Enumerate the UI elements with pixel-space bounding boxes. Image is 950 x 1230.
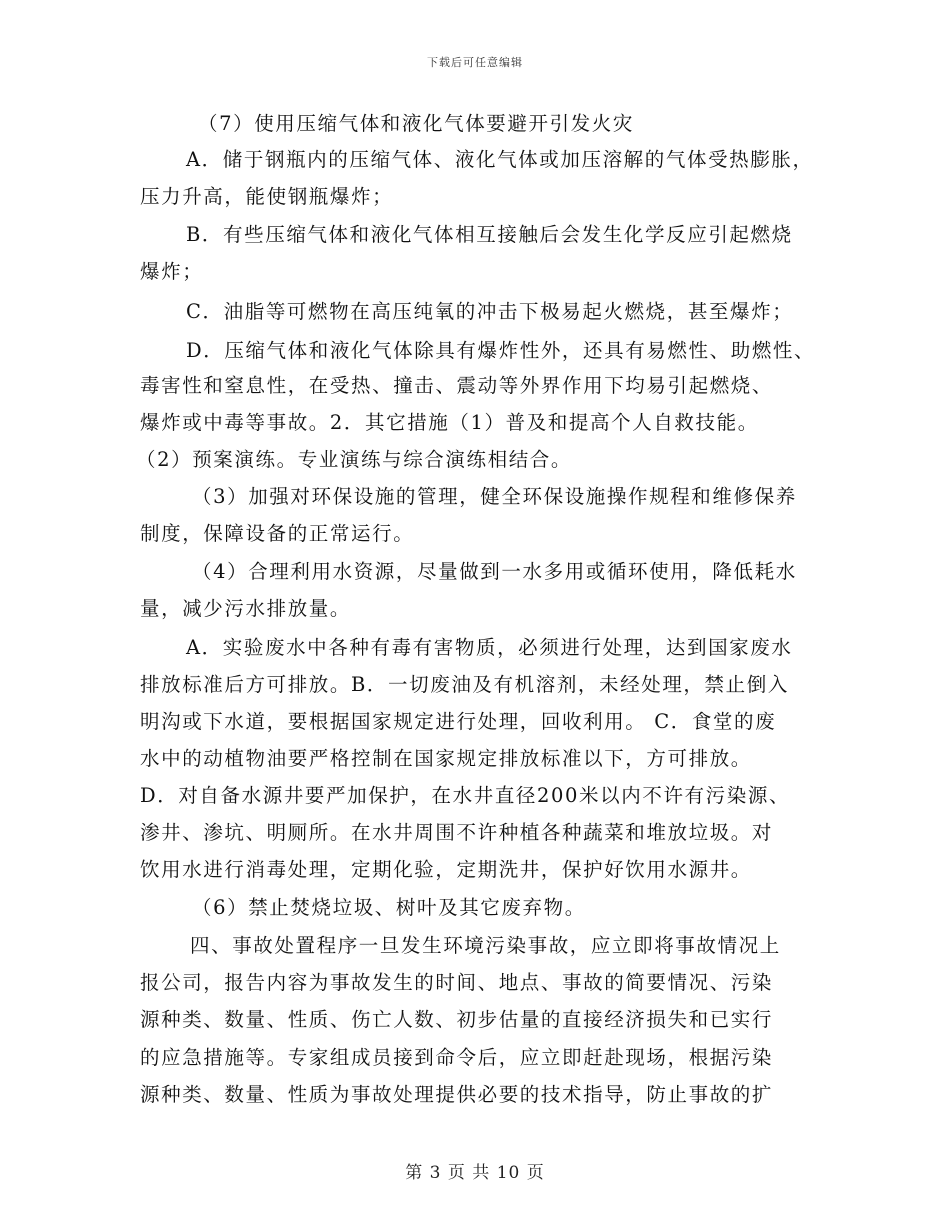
paragraph-line: 明沟或下水道，要根据国家规定进行处理，回收利用。 C．食堂的废 — [140, 710, 777, 733]
paragraph-line: （2）预案演练。专业演练与综合演练相结合。 — [136, 448, 573, 471]
paragraph-line: A．实验废水中各种有毒有害物质，必须进行处理，达到国家废水 — [186, 636, 793, 659]
paragraph-line: 毒害性和窒息性，在受热、撞击、震动等外界作用下均易引起燃烧、 — [140, 374, 774, 397]
paragraph-line: 排放标准后方可排放。B．一切废油及有机溶剂，未经处理，禁止倒入 — [140, 673, 789, 696]
paragraph-line: 爆炸或中毒等事故。2．其它措施（1）普及和提高个人自救技能。 — [140, 411, 759, 434]
paragraph-line: （6）禁止焚烧垃圾、树叶及其它废弃物。 — [192, 896, 586, 919]
page-number-footer: 第 3 页 共 10 页 — [405, 1163, 545, 1183]
paragraph-line: 量，减少污水排放量。 — [140, 597, 352, 620]
paragraph-line: 渗井、渗坑、明厕所。在水井周围不许种植各种蔬菜和堆放垃圾。对 — [140, 821, 774, 844]
paragraph-line: 源种类、数量、性质为事故处理提供必要的技术指导，防止事故的扩 — [140, 1083, 774, 1106]
header-note: 下载后可任意编辑 — [427, 56, 523, 69]
paragraph-line: 的应急措施等。专家组成员接到命令后，应立即赶赴现场，根据污染 — [140, 1046, 774, 1069]
paragraph-line: B．有些压缩气体和液化气体相互接触后会发生化学反应引起燃烧 — [186, 223, 793, 246]
paragraph-line: 饮用水进行消毒处理，定期化验，定期洗井，保护好饮用水源井。 — [140, 858, 752, 881]
paragraph-line: 水中的动植物油要严格控制在国家规定排放标准以下，方可排放。 — [140, 747, 752, 770]
paragraph-line: （4）合理利用水资源，尽量做到一水多用或循环使用，降低耗水 — [192, 560, 797, 583]
paragraph-line: D．对自备水源井要严加保护，在水井直径200米以内不许有污染源、 — [140, 784, 791, 807]
paragraph-line: C．油脂等可燃物在高压纯氧的冲击下极易起火燃烧，甚至爆炸； — [186, 300, 794, 323]
paragraph-line: （3）加强对环保设施的管理，健全环保设施操作规程和维修保养 — [192, 485, 797, 508]
paragraph-line: 报公司，报告内容为事故发生的时间、地点、事故的简要情况、污染 — [140, 971, 774, 994]
paragraph-line: A．储于钢瓶内的压缩气体、液化气体或加压溶解的气体受热膨胀， — [186, 148, 814, 171]
paragraph-line: D．压缩气体和液化气体除具有爆炸性外，还具有易燃性、助燃性、 — [186, 339, 816, 362]
paragraph-line: 压力升高，能使钢瓶爆炸； — [140, 185, 394, 208]
paragraph-line: 源种类、数量、性质、伤亡人数、初步估量的直接经济损失和已实行 — [140, 1008, 774, 1031]
paragraph-line: 制度，保障设备的正常运行。 — [140, 522, 415, 545]
paragraph-line: 爆炸； — [140, 260, 204, 283]
paragraph-line: 四、事故处置程序一旦发生环境污染事故，应立即将事故情况上 — [190, 934, 781, 957]
paragraph-line: （7）使用压缩气体和液化气体要避开引发火灾 — [198, 112, 635, 135]
